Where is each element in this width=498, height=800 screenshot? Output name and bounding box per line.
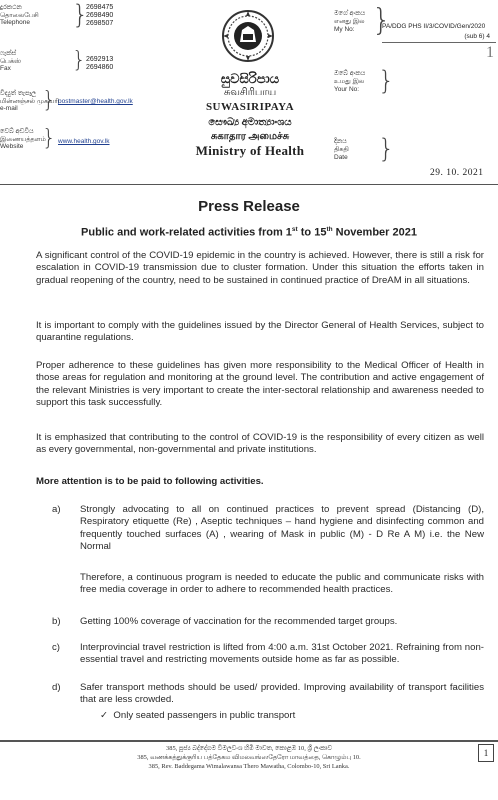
list-item-text: Strongly advocating to all on continued practices to prevent spread (Distancing (D), Respiratory etiquette (Re) , Aseptic techniques – hand hygiene and disinfecting common and frequently touched surfaces (A) , wearing of Mask in public (M) - D Re A M) i.e. the New Normal [80,504,484,553]
footer-line-ta: 385, வணக்கத்துக்குரிய பத்தேகம விமலவங்ஸதேரோ மாவத்தை, கொழும்பு 10. [137,754,361,761]
email-label-si: විද්‍යුත් තැපෑල [0,90,37,97]
website-label: Website [0,143,24,150]
my-no-label: My No: [334,26,355,33]
website-brace: } [42,126,56,151]
paragraph-text: It is important to comply with the guidelines issued by the Director General of Health Services, subject to quarantine regulations. [36,320,484,344]
ministry-name-en: SUWASIRIPAYA [205,101,295,113]
ministry-title-ta: சுகாதார அமைச்சு [210,131,290,142]
website-link[interactable]: www.health.gov.lk [58,138,110,145]
reference-number [382,22,496,43]
ministry-name-si: සුවසිරිපාය [220,71,280,86]
your-no-label: Your No: [334,86,360,93]
subtitle-sup: st [291,226,298,233]
footer-line-si: 385, පූජ්‍ය බද්දේගම විමලවංශ හිමි මාවත, කොළඹ 10, ශ්‍රී ලංකාව [166,745,332,752]
telephone-number: 2698507 [86,20,114,27]
date-label: Date [334,154,348,161]
fax-number: 2692913 [86,56,114,63]
reference-line-2: (sub 6) 4 [464,33,490,40]
section-heading: More attention is to be paid to following activities. [36,476,264,487]
check-item [100,710,295,721]
check-item-text: Only seated passengers in public transport [113,710,296,721]
my-no-labels [334,10,365,34]
ministry-title-en: Ministry of Health [195,143,305,158]
list-item-text: Safer transport methods should be used/ provided. Improving availability of transport facilities that are less crowded. [80,682,484,706]
date-labels [334,138,349,162]
list-item-text: Interprovincial travel restriction is lifted from 4:00 a.m. 31st October 2021. Refraining from non-essential travel and restricting movements outside home as far as possible. [80,642,484,666]
list-marker: d) [52,682,61,693]
telephone-number: 2698475 [86,4,114,11]
fax-label: Fax [0,65,11,72]
fax-label-si: ෆැක්ස් [0,50,17,57]
paragraph [36,320,484,345]
date-value: 29. 10. 2021 [430,168,484,178]
subtitle-sup: th [326,226,333,233]
header-divider [0,184,498,185]
my-no-label-si: මගේ අංකය [334,10,366,17]
fax-group [0,50,21,73]
page-mark: 1 [486,44,494,61]
footer-address [0,744,498,771]
website-label-si: වෙබ් අඩවිය [0,128,34,135]
footer-divider [0,740,498,742]
page-title: Press Release [198,198,300,215]
telephone-label-si: දුරකථන [0,4,22,11]
paragraph-text: Proper adherence to these guidelines has given more responsibility to the Medical Officer of Health in those areas for regulation and monitoring at the ground level. The contribution and active engagement of the relevant Ministries is very important to create the inter-sectoral relationship and awareness needed to support this task successfully. [36,360,484,409]
your-no-label-ta: உமது இல [334,78,365,85]
email-brace: } [42,88,56,113]
national-emblem-icon [220,8,276,64]
fax-label-ta: பெக்ஸ் [0,57,22,65]
website-group [0,128,46,151]
paragraph-text: It is emphasized that contributing to the control of COVID-19 is the responsibility of every citizen as well as every governmental, non-governmental and private institutions. [36,432,484,456]
telephone-label: Telephone [0,19,30,26]
email-link[interactable]: postmaster@health.gov.lk [58,98,133,105]
your-no-labels [334,70,365,94]
fax-number: 2694860 [86,64,114,71]
date-label-ta: திகதி [334,146,349,153]
ministry-name-block [160,72,340,158]
telephone-brace: } [72,0,89,30]
subtitle-part: November 2021 [332,226,417,239]
paragraph [36,360,484,410]
page-number: 1 [478,744,494,762]
paragraph [36,250,484,287]
telephone-numbers [86,4,113,28]
telephone-group [0,4,39,27]
paragraph [36,432,484,457]
subtitle [0,226,498,239]
subtitle-part: to 15 [297,226,327,239]
list-item-text: Therefore, a continuous program is needed to educate the public and communicate risks with free media coverage in order to adhere to recommended health practices. [80,572,484,596]
fax-numbers [86,56,113,72]
your-no-brace: } [378,66,395,96]
your-no-label-si: ඔබේ අංකය [334,70,366,77]
my-no-brace: } [372,3,392,38]
my-no-label-ta: எனது இல [334,18,365,25]
reference-line-1: PA/DDG PHS II/3/COVID/Gen/2020 [382,23,486,30]
checkmark-icon: ✓ [100,710,109,721]
website-label-ta: இணையத்தளம் [0,135,46,143]
ministry-title-si: සෞඛ්‍ය අමාත්‍යාංශය [208,117,292,128]
fax-brace: } [72,48,86,73]
email-label-ta: மின்னஞ்சல் முகவரி [0,97,60,105]
date-label-si: දිනය [334,138,347,145]
ministry-name-ta: சுவசிரிபாய [223,87,277,98]
telephone-label-ta: தொலைபேசி [0,11,39,19]
date-brace: } [378,134,395,164]
subtitle-part: Public and work-related activities from 1 [81,226,292,239]
list-item-text: Getting 100% coverage of vaccination for the recommended target groups. [80,616,398,627]
telephone-number: 2698490 [86,12,114,19]
paragraph-text: A significant control of the COVID-19 epidemic in the country is achieved. However, there is still a risk for escalation in COVID-19 transmission due to cluster formation. Under this situation the efforts taken in gradual reopening of the country, need to be sustained in continued practice of DreAM in all situations. [36,250,484,286]
list-marker: c) [52,642,60,653]
email-label: e-mail [0,105,18,112]
list-marker: a) [52,504,61,515]
footer-line-en: 385, Rev. Baddegama Wimalawansa Thero Mawatha, Colombo-10, Sri Lanka. [148,763,350,770]
list-marker: b) [52,616,61,627]
